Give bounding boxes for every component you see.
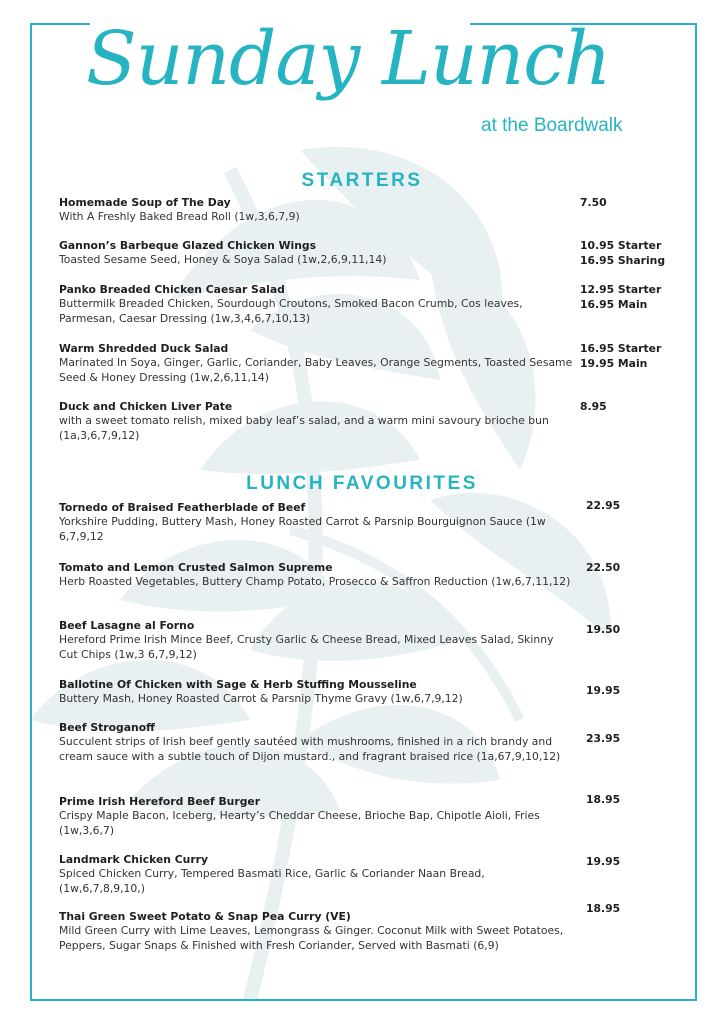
item-name: Panko Breaded Chicken Caesar Salad <box>59 283 285 296</box>
item-description: Marinated In Soya, Ginger, Garlic, Coriander, Baby Leaves, Orange Segments, Toasted Sesame Seed & Honey Dressing (1w,2,6,11,14) <box>59 356 573 384</box>
favourites-heading: LUNCH FAVOURITES <box>246 473 478 494</box>
menu-item <box>59 677 574 707</box>
item-description: With A Freshly Baked Bread Roll (1w,3,6,7,9) <box>59 210 300 223</box>
price-line: 18.95 <box>586 793 621 806</box>
item-price <box>580 238 665 268</box>
item-name: Warm Shredded Duck Salad <box>59 342 229 355</box>
frame-bottom <box>30 999 697 1001</box>
menu-item <box>59 195 574 225</box>
menu-item <box>59 618 574 662</box>
menu-item <box>59 238 574 268</box>
item-price <box>586 854 620 869</box>
item-description: Crispy Maple Bacon, Iceberg, Hearty’s Cheddar Cheese, Brioche Bap, Chipotle Aioli, Fries (1w,3,6,7) <box>59 809 540 837</box>
item-name: Homemade Soup of The Day <box>59 196 231 209</box>
price-line: 19.95 <box>586 855 621 868</box>
menu-item <box>59 399 574 443</box>
item-price <box>580 282 661 312</box>
item-name: Prime Irish Hereford Beef Burger <box>59 795 261 808</box>
item-name: Beef Lasagne al Forno <box>59 619 195 632</box>
price-line: 12.95 Starter <box>580 283 662 296</box>
price-line: 16.95 Starter <box>580 342 662 355</box>
item-description: Yorkshire Pudding, Buttery Mash, Honey Roasted Carrot & Parsnip Bourguignon Sauce (1w 6,7,9,12 <box>59 515 546 543</box>
item-description: with a sweet tomato relish, mixed baby leaf’s salad, and a warm mini savoury brioche bun (1a,3,6,7,9,12) <box>59 414 549 442</box>
item-price <box>586 731 620 746</box>
price-line: 18.95 <box>586 902 621 915</box>
item-price <box>580 399 607 414</box>
price-line: 22.95 <box>586 499 621 512</box>
item-name: Ballotine Of Chicken with Sage & Herb Stuffing Mousseline <box>59 678 417 691</box>
menu-subtitle: at the Boardwalk <box>481 115 623 136</box>
item-name: Beef Stroganoff <box>59 721 155 734</box>
menu-item <box>59 852 574 896</box>
item-description: Buttermilk Breaded Chicken, Sourdough Croutons, Smoked Bacon Crumb, Cos leaves, Parmesan, Caesar Dressing (1w,3,4,6,7,10,13) <box>59 297 523 325</box>
item-price <box>586 901 620 916</box>
menu-item <box>59 560 574 590</box>
item-price <box>586 498 620 513</box>
menu-item <box>59 794 574 838</box>
price-line: 7.50 <box>580 196 607 209</box>
menu-item <box>59 341 574 385</box>
item-price <box>586 622 620 637</box>
item-name: Gannon’s Barbeque Glazed Chicken Wings <box>59 239 317 252</box>
item-price <box>586 560 620 575</box>
item-name: Landmark Chicken Curry <box>59 853 209 866</box>
price-line: 10.95 Starter <box>580 239 662 252</box>
item-description: Buttery Mash, Honey Roasted Carrot & Parsnip Thyme Gravy (1w,6,7,9,12) <box>59 692 463 705</box>
item-name: Tornedo of Braised Featherblade of Beef <box>59 501 306 514</box>
item-description: Hereford Prime Irish Mince Beef, Crusty Garlic & Cheese Bread, Mixed Leaves Salad, Skinny Cut Chips (1w,3 6,7,9,12) <box>59 633 554 661</box>
menu-item <box>59 720 574 764</box>
menu-item <box>59 909 574 953</box>
price-line: 16.95 Main <box>580 298 648 311</box>
price-line: 16.95 Sharing <box>580 254 666 267</box>
item-price <box>580 195 607 210</box>
price-line: 8.95 <box>580 400 607 413</box>
menu-title: Sunday Lunch <box>86 16 611 102</box>
price-line: 22.50 <box>586 561 621 574</box>
item-description: Spiced Chicken Curry, Tempered Basmati Rice, Garlic & Coriander Naan Bread, (1w,6,7,8,9,10,) <box>59 867 485 895</box>
menu-item <box>59 500 574 544</box>
starters-heading: STARTERS <box>301 170 423 191</box>
item-description: Herb Roasted Vegetables, Buttery Champ Potato, Prosecco & Saffron Reduction (1w,6,7,11,12) <box>59 575 571 588</box>
price-line: 23.95 <box>586 732 621 745</box>
item-description: Succulent strips of Irish beef gently sautéed with mushrooms, finished in a rich brandy and cream sauce with a subtle touch of Dijon mustard., and fragrant braised rice (1a,67,9,10,12) <box>59 735 561 763</box>
item-description: Toasted Sesame Seed, Honey & Soya Salad (1w,2,6,9,11,14) <box>59 253 387 266</box>
item-description: Mild Green Curry with Lime Leaves, Lemongrass & Ginger. Coconut Milk with Sweet Potatoes, Peppers, Sugar Snaps & Finished with Fresh Coriander, Served with Basmati (6,9) <box>59 924 564 952</box>
item-price <box>586 792 620 807</box>
item-name: Tomato and Lemon Crusted Salmon Supreme <box>59 561 333 574</box>
price-line: 19.50 <box>586 623 621 636</box>
item-price <box>580 341 661 371</box>
item-name: Duck and Chicken Liver Pate <box>59 400 233 413</box>
frame-top-left <box>30 23 90 25</box>
menu-item <box>59 282 574 326</box>
price-line: 19.95 <box>586 684 621 697</box>
item-price <box>586 683 620 698</box>
item-name: Thai Green Sweet Potato & Snap Pea Curry (VE) <box>59 910 351 923</box>
price-line: 19.95 Main <box>580 357 648 370</box>
